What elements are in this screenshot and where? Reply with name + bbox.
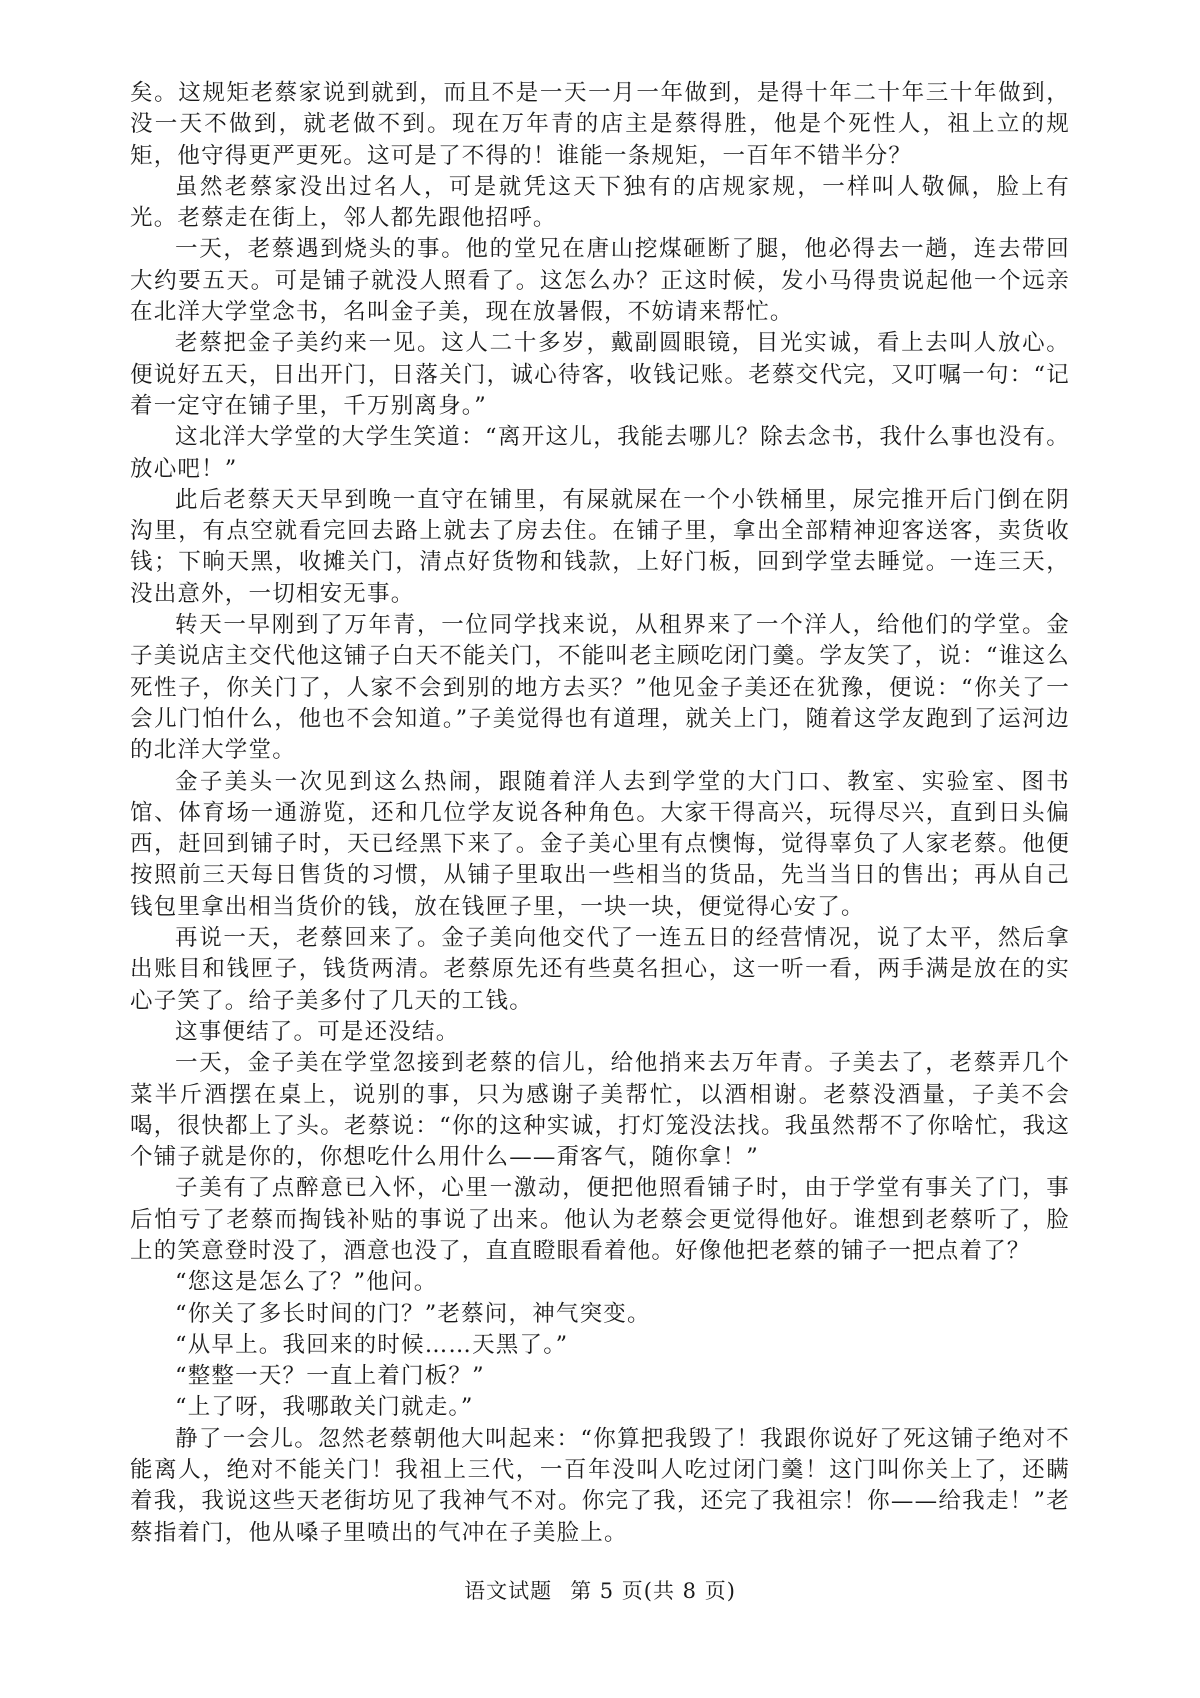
paragraph: 金子美头一次见到这么热闹，跟随着洋人去到学堂的大门口、教室、实验室、图书馆、体育场一通游览，还和几位学友说各种角色。大家干得高兴，玩得尽兴，直到日头偏西，赶回到铺子时，天已经黑下来了。金子美心里有点懊悔，觉得辜负了人家老蔡。他便按照前三天每日售货的习惯，从铺子里取出一些相当的货品，先当当日的售出；再从自己钱包里拿出相当货价的钱，放在钱匣子里，一块一块，便觉得心安了。 xyxy=(130,768,1070,920)
paragraph: 再说一天，老蔡回来了。金子美向他交代了一连五日的经营情况，说了太平，然后拿出账目和钱匣子，钱货两清。老蔡原先还有些莫名担心，这一听一看，两手满是放在的实心子笑了。给子美多付了几天的工钱。 xyxy=(130,925,1070,1014)
paragraph: 虽然老蔡家没出过名人，可是就凭这天下独有的店规家规，一样叫人敬佩，脸上有光。老蔡走在街上，邻人都先跟他招呼。 xyxy=(130,173,1070,232)
paragraph: “您这是怎么了？”他问。 xyxy=(175,1269,438,1296)
page-number: 第 5 页(共 8 页) xyxy=(570,1579,736,1603)
paragraph: 老蔡把金子美约来一见。这人二十多岁，戴副圆眼镜，目光实诚，看上去叫人放心。便说好五天，日出开门，日落关门，诚心待客，收钱记账。老蔡交代完，又叮嘱一句：“记着一定守在铺子里，千万别离身。” xyxy=(130,330,1070,419)
paragraph: 一天，老蔡遇到烧头的事。他的堂兄在唐山挖煤砸断了腿，他必得去一趟，连去带回大约要五天。可是铺子就没人照看了。这怎么办？正这时候，发小马得贵说起他一个远亲在北洋大学堂念书，名叫金子美，现在放暑假，不妨请来帮忙。 xyxy=(130,236,1070,326)
paragraph: “上了呀，我哪敢关门就走。” xyxy=(175,1394,474,1421)
article-body xyxy=(130,78,1070,1549)
paragraph: 子美有了点醉意已入怀，心里一激动，便把他照看铺子时，由于学堂有事关了门，事后怕亏了老蔡而掏钱补贴的事说了出来。他认为老蔡会更觉得他好。谁想到老蔡听了，脸上的笑意登时没了，酒意也没了，直直瞪眼看着他。好像他把老蔡的铺子一把点着了？ xyxy=(130,1175,1070,1264)
paragraph: “从早上。我回来的时候……天黑了。” xyxy=(175,1331,569,1358)
paragraph: 静了一会儿。忽然老蔡朝他大叫起来：“你算把我毁了！我跟你说好了死这铺子绝对不能离人，绝对不能关门！我祖上三代，一百年没叫人吃过闭门羹！这门叫你关上了，还瞒着我，我说这些天老街坊见了我神气不对。你完了我，还完了我祖宗！你——给我走！”老蔡指着门，他从嗓子里喷出的气冲在子美脸上。 xyxy=(130,1425,1070,1546)
paragraph: “你关了多长时间的门？”老蔡问，神气突变。 xyxy=(175,1300,651,1327)
paragraph: 转天一早刚到了万年青，一位同学找来说，从租界来了一个洋人，给他们的学堂。金子美说店主交代他这铺子白天不能关门，不能叫老主顾吃闭门羹。学友笑了，说：“谁这么死性子，你关门了，人家不会到别的地方去买？”他见金子美还在犹豫，便说：“你关了一会儿门怕什么，他也不会知道。”子美觉得也有道理，就关上门，随着这学友跑到了运河边的北洋大学堂。 xyxy=(130,612,1070,764)
paragraph: “整整一天？一直上着门板？” xyxy=(175,1363,485,1390)
paragraph: 矣。这规矩老蔡家说到就到，而且不是一天一月一年做到，是得十年二十年三十年做到，没一天不做到，就老做不到。现在万年青的店主是蔡得胜，他是个死性人，祖上立的规矩，他守得更严更死。这可是了不得的！谁能一条规矩，一百年不错半分？ xyxy=(130,80,1070,169)
exam-subject-title: 语文试题 xyxy=(464,1579,553,1603)
paragraph: 这北洋大学堂的大学生笑道：“离开这儿，我能去哪儿？除去念书，我什么事也没有。放心吧！” xyxy=(130,424,1070,482)
paragraph: 此后老蔡天天早到晚一直守在铺里，有屎就屎在一个小铁桶里，尿完推开后门倒在阴沟里，有点空就看完回去路上就去了房去住。在铺子里，拿出全部精神迎客送客，卖货收钱；下晌天黑，收摊关门，清点好货物和钱款，上好门板，回到学堂去睡觉。一连三天，没出意外，一切相安无事。 xyxy=(130,486,1070,607)
paragraph: 一天，金子美在学堂忽接到老蔡的信儿，给他捎来去万年青。子美去了，老蔡弄几个菜半斤酒摆在桌上，说别的事，只为感谢子美帮忙，以酒相谢。老蔡没酒量，子美不会喝，很快都上了头。老蔡说：“你的这种实诚，打灯笼没法找。我虽然帮不了你啥忙，我这个铺子就是你的，你想吃什么用什么——甭客气，随你拿！” xyxy=(130,1050,1070,1171)
page-footer xyxy=(0,1575,1200,1605)
paragraph: 这事便结了。可是还没结。 xyxy=(175,1018,460,1045)
